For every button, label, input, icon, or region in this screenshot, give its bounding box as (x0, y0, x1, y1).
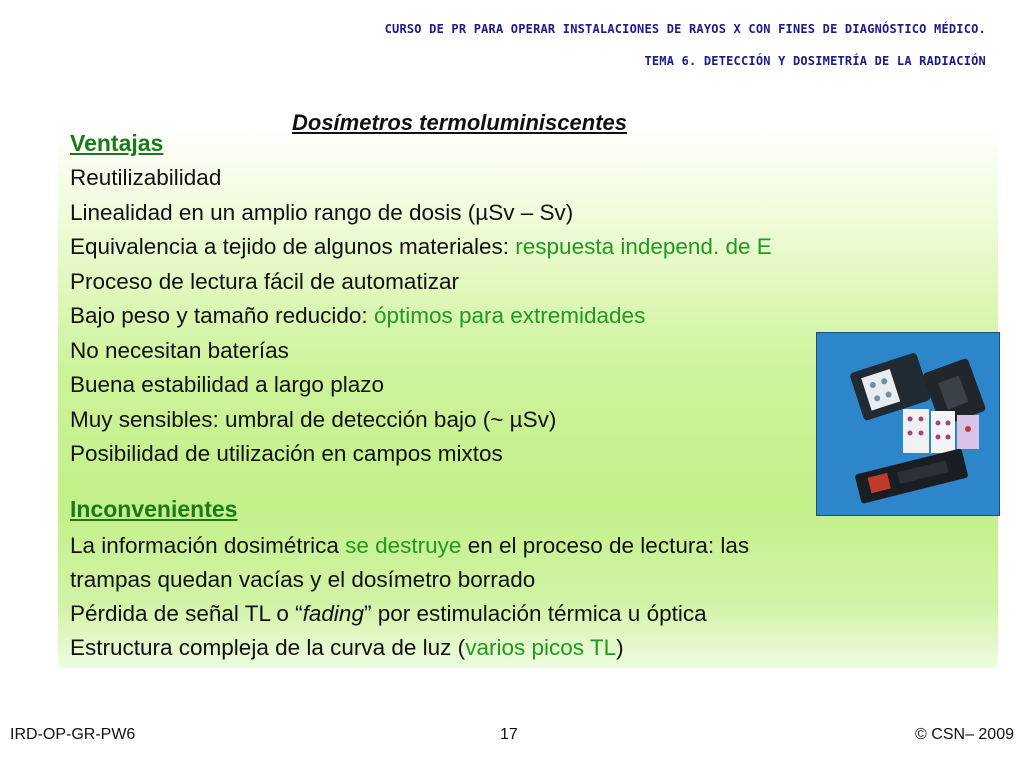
tld-dosimeters-image (817, 333, 999, 515)
inconveniente-curva-luz: Estructura compleja de la curva de luz (varios picos TL) (70, 635, 624, 660)
footer-code: IRD-OP-GR-PW6 (10, 726, 136, 743)
inconveniente-trampas: trampas quedan vacías y el dosímetro borrado (70, 567, 536, 592)
ventaja-estabilidad: Buena estabilidad a largo plazo (70, 372, 384, 397)
ventajas-heading: Ventajas (70, 130, 164, 156)
inconvenientes-heading: Inconvenientes (70, 496, 238, 522)
ventaja-campos-mixtos: Posibilidad de utilización en campos mixtos (70, 441, 503, 466)
ventaja-baterias: No necesitan baterías (70, 338, 289, 363)
topic-header: TEMA 6. DETECCIÓN Y DOSIMETRÍA DE LA RADIACIÓN (644, 54, 986, 68)
ventaja-sensibles: Muy sensibles: umbral de detección bajo (~ µSv) (70, 407, 557, 432)
page-number: 17 (500, 726, 518, 743)
ventaja-reutilizabilidad: Reutilizabilidad (70, 165, 222, 190)
footer-copyright: © CSN– 2009 (915, 726, 1014, 743)
ventaja-linealidad: Linealidad en un amplio rango de dosis (µSv – Sv) (70, 200, 574, 225)
inconveniente-fading: Pérdida de señal TL o “fading” por estimulación térmica u óptica (70, 601, 707, 626)
inconveniente-informacion: La información dosimétrica se destruye en el proceso de lectura: las (70, 533, 750, 558)
slide-title: Dosímetros termoluminiscentes (292, 110, 627, 135)
course-header: CURSO DE PR PARA OPERAR INSTALACIONES DE RAYOS X CON FINES DE DIAGNÓSTICO MÉDICO. (384, 22, 986, 36)
ventaja-peso: Bajo peso y tamaño reducido: óptimos para extremidades (70, 303, 646, 328)
ventaja-lectura: Proceso de lectura fácil de automatizar (70, 269, 459, 294)
ventaja-equivalencia: Equivalencia a tejido de algunos materiales: respuesta independ. de E (70, 234, 772, 259)
tld-dosimeters-photo (816, 332, 1000, 516)
